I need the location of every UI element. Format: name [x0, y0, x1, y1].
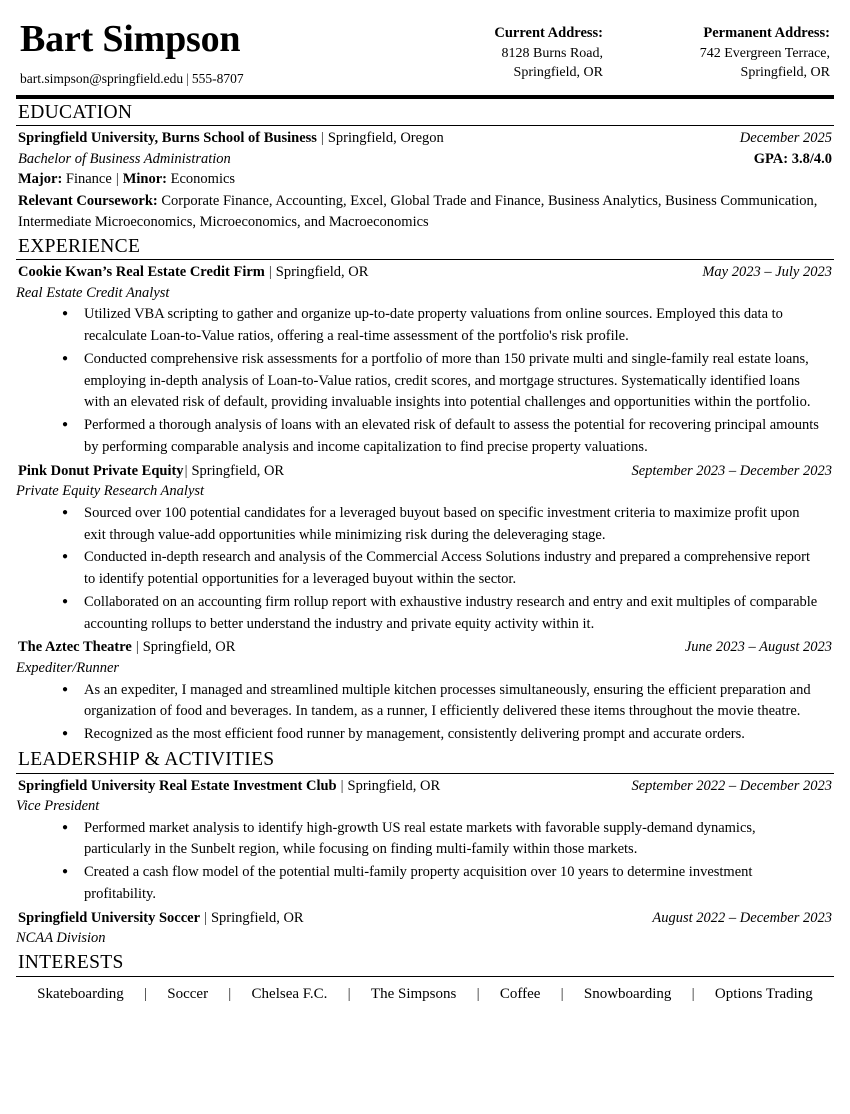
- section-title-interests: INTERESTS: [16, 951, 834, 977]
- experience-org-line: [18, 461, 284, 482]
- experience-org-line: [18, 262, 368, 283]
- section-experience: [16, 235, 834, 746]
- interest-item: Chelsea F.C.: [251, 985, 328, 1002]
- minor-value: Economics: [170, 171, 236, 188]
- experience-role: Private Equity Research Analyst: [16, 483, 205, 500]
- experience-pipe: |: [135, 639, 139, 656]
- leadership-entry-head: [16, 908, 834, 929]
- interest-separator: |: [347, 985, 351, 1002]
- leadership-entry-head: [16, 776, 834, 797]
- interest-item: The Simpsons: [370, 985, 457, 1002]
- experience-entry: [16, 461, 834, 636]
- bullet-item: ● As an expediter, I managed and streamlined multiple kitchen processes simultaneously, ensuring the efficient preparation and organization of food and beverages. In tandem, as a runner, I efficiently delivered these items throughout the movie theatre.: [16, 680, 834, 724]
- leadership-org: Springfield University Real Estate Investment Club: [18, 777, 337, 794]
- experience-dates: June 2023 – August 2023: [684, 639, 832, 656]
- experience-org-line: [18, 637, 235, 658]
- phone-text: 555-8707: [191, 70, 244, 86]
- bullet-item: ● Performed market analysis to identify high-growth US real estate markets with favorable supply-demand dynamics, particularly in the Sunbelt region, while focusing on finding multi-family within those markets.: [16, 818, 834, 862]
- experience-dates: May 2023 – July 2023: [702, 264, 832, 281]
- minor-label: Minor:: [122, 171, 168, 188]
- interest-item: Options Trading: [714, 985, 813, 1002]
- experience-entry: [16, 637, 834, 745]
- coursework-label: Relevant Coursework:: [18, 192, 158, 209]
- experience-location: Springfield, OR: [275, 264, 369, 281]
- interest-item: Snowboarding: [583, 985, 672, 1002]
- experience-role: Real Estate Credit Analyst: [16, 284, 170, 301]
- leadership-role: NCAA Division: [16, 930, 106, 947]
- education-major-line: [16, 169, 834, 190]
- section-interests: [16, 951, 834, 1003]
- header-divider: [16, 95, 834, 99]
- experience-location: Springfield, OR: [191, 462, 285, 479]
- experience-pipe: |: [184, 462, 188, 479]
- bullet-item: ● Collaborated on an accounting firm rollup report with exhaustive industry research and entry and exit multiples of comparable accounting rollups to better understand the industry and private equity activity within it.: [16, 592, 834, 636]
- contact-separator: |: [186, 70, 189, 86]
- leadership-dates: September 2022 – December 2023: [631, 777, 832, 794]
- leadership-location: Springfield, OR: [347, 777, 441, 794]
- leadership-org-line: [18, 908, 304, 929]
- interest-item: Skateboarding: [37, 985, 124, 1002]
- current-address-title: Current Address:: [494, 25, 603, 41]
- interest-separator: |: [560, 985, 564, 1002]
- leadership-pipe: |: [204, 909, 207, 926]
- experience-dates: September 2023 – December 2023: [631, 462, 832, 479]
- interests-list: [16, 977, 834, 1003]
- leadership-org-line: [18, 776, 440, 797]
- current-address-text: 8128 Burns Road, Springfield, OR: [501, 45, 603, 80]
- bullet-item: ● Recognized as the most efficient food runner by management, consistently delivering prompt and accurate orders.: [16, 724, 834, 746]
- major-minor-pipe: |: [115, 171, 119, 188]
- experience-bullets: [16, 304, 834, 458]
- experience-bullets: [16, 680, 834, 746]
- leadership-entry: [16, 908, 834, 949]
- interest-separator: |: [228, 985, 232, 1002]
- interest-separator: |: [476, 985, 480, 1002]
- permanent-address-title: Permanent Address:: [703, 25, 830, 41]
- section-title-experience: EXPERIENCE: [16, 235, 834, 261]
- experience-entry: [16, 262, 834, 458]
- leadership-location: Springfield, OR: [210, 909, 304, 926]
- interest-separator: |: [144, 985, 148, 1002]
- experience-entry-head: [16, 637, 834, 658]
- section-title-leadership: LEADERSHIP & ACTIVITIES: [16, 748, 834, 774]
- education-entry: [16, 128, 834, 232]
- experience-entry-head: [16, 262, 834, 283]
- bullet-item: ● Conducted in-depth research and analysis of the Commercial Access Solutions industry and prepared a comprehensive report to identify potential opportunities for a leveraged buyout within the sector.: [16, 547, 834, 591]
- experience-role: Expediter/Runner: [16, 659, 120, 676]
- education-degree-row: [16, 149, 834, 170]
- candidate-name: Bart Simpson: [20, 18, 241, 60]
- bullet-item: ● Sourced over 100 potential candidates for a leveraged buyout based on specific investment criteria to maximize profit upon exit through value-add opportunities while minimizing risk during the deleveraging stage.: [16, 503, 834, 547]
- address-block: [453, 18, 834, 82]
- education-coursework-line: [16, 191, 834, 233]
- leadership-bullets: [16, 818, 834, 906]
- permanent-address: [655, 24, 830, 82]
- experience-bullets: [16, 503, 834, 636]
- interest-item: Soccer: [167, 985, 209, 1002]
- section-title-education: EDUCATION: [16, 101, 834, 127]
- current-address: [453, 24, 603, 82]
- interest-item: Coffee: [499, 985, 541, 1002]
- section-leadership: [16, 748, 834, 949]
- bullet-item: ● Performed a thorough analysis of loans with an elevated risk of default to assess the potential for recovering principal amounts by performing comparable analysis and income capitalization to find precise property valuations.: [16, 415, 834, 459]
- section-education: [16, 101, 834, 233]
- experience-org: Cookie Kwan’s Real Estate Credit Firm: [18, 264, 265, 281]
- bullet-item: ● Utilized VBA scripting to gather and organize up-to-date property valuations from online sources. Employed this data to recalculate Loan-to-Value ratios, offering a real-time assessment of the portfolio's risk profile.: [16, 304, 834, 348]
- experience-pipe: |: [268, 264, 272, 281]
- contact-line: [20, 71, 244, 87]
- interest-separator: |: [691, 985, 695, 1002]
- major-label: Major:: [18, 171, 63, 188]
- education-pipe: |: [320, 130, 324, 147]
- experience-entry-head: [16, 461, 834, 482]
- header-identity: [16, 18, 244, 87]
- experience-org: The Aztec Theatre: [18, 639, 132, 656]
- education-gpa: GPA: 3.8/4.0: [753, 150, 832, 167]
- resume-header: [16, 14, 834, 87]
- leadership-org: Springfield University Soccer: [18, 909, 201, 926]
- permanent-address-text: 742 Evergreen Terrace, Springfield, OR: [699, 45, 830, 80]
- coursework-value: Corporate Finance, Accounting, Excel, Global Trade and Finance, Business Analytics, Business Communication, Intermediate Microeconomics, Microeconomics, and Macroeconomics: [18, 192, 818, 230]
- leadership-entry: [16, 776, 834, 906]
- leadership-pipe: |: [340, 777, 344, 794]
- major-value: Finance: [65, 171, 112, 188]
- education-location: Springfield, Oregon: [327, 130, 444, 147]
- education-school: Springfield University, Burns School of Business: [18, 130, 317, 147]
- experience-org: Pink Donut Private Equity: [18, 462, 184, 479]
- leadership-role: Vice President: [16, 798, 100, 815]
- education-date: December 2025: [739, 130, 832, 147]
- education-org-line: [18, 128, 444, 149]
- experience-location: Springfield, OR: [142, 639, 236, 656]
- bullet-item: ● Conducted comprehensive risk assessments for a portfolio of more than 150 private multi and single-family real estate loans, employing in-depth analysis of Loan-to-Value ratios, credit scores, and mortgage structures. Systematically identified loans with an elevated risk of default, providing invaluable insights into potential challenges and opportunities within the portfolio.: [16, 349, 834, 414]
- education-entry-head: [16, 128, 834, 149]
- education-degree: Bachelor of Business Administration: [18, 150, 231, 167]
- email-text: bart.simpson@springfield.edu: [20, 70, 184, 86]
- bullet-item: ● Created a cash flow model of the potential multi-family property acquisition over 10 years to determine investment profitability.: [16, 862, 834, 906]
- leadership-dates: August 2022 – December 2023: [652, 909, 832, 926]
